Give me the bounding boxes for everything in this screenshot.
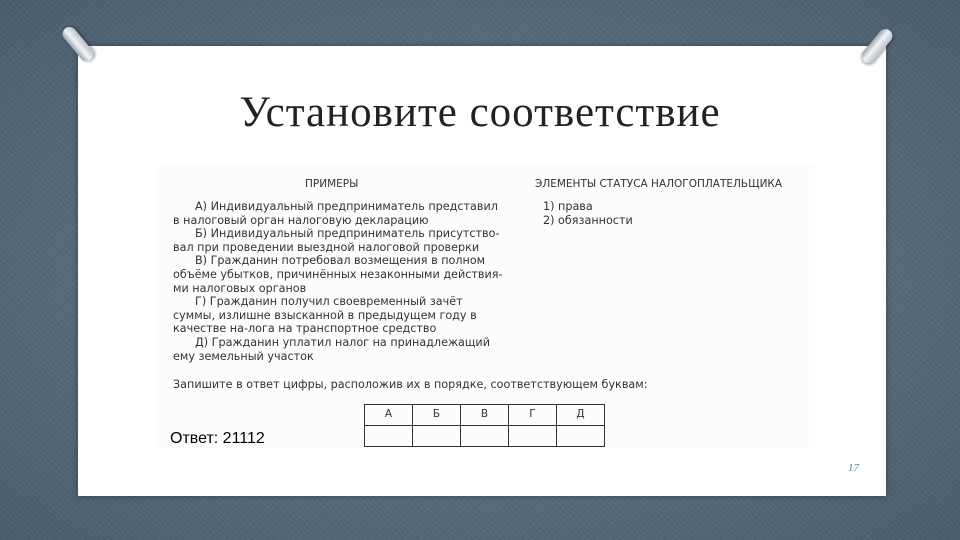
example-v: В) Гражданин потребовал возмещения в полном объёме убытков, причинённых незаконными действия-ми налоговых органов <box>173 254 503 295</box>
task-scan <box>157 164 815 448</box>
element-2: 2) обязанности <box>543 213 633 227</box>
element-1: 1) права <box>543 200 593 213</box>
letter-cell: Б <box>413 405 461 426</box>
answer-table-header-row <box>365 405 605 426</box>
letter-cell: А <box>365 405 413 426</box>
answer-cell <box>413 426 461 447</box>
examples-header: ПРИМЕРЫ <box>305 178 359 190</box>
example-a: А) Индивидуальный предприниматель представил в налоговый орган налоговую декларацию <box>173 200 498 227</box>
answer-text: Ответ: 21112 <box>170 430 265 447</box>
answer-table-empty-row <box>365 426 605 447</box>
letter-cell: В <box>461 405 509 426</box>
letter-cell: Д <box>557 405 605 426</box>
elements-list <box>543 200 633 227</box>
letter-cell: Г <box>509 405 557 426</box>
example-d: Д) Гражданин уплатил налог на принадлежащий ему земельный участок <box>173 335 490 363</box>
example-g: Г) Гражданин получил своевременный зачёт суммы, излишне взысканной в предыдущем году в качестве на-лога на транспортное средство <box>173 295 477 336</box>
elements-header: ЭЛЕМЕНТЫ СТАТУСА НАЛОГОПЛАТЕЛЬЩИКА <box>535 178 783 190</box>
answer-cell <box>509 426 557 447</box>
answer-table <box>364 404 605 447</box>
answer-cell <box>365 426 413 447</box>
instruction-text: Запишите в ответ цифры, расположив их в порядке, соответствующем буквам: <box>173 378 648 391</box>
slide-number: 17 <box>848 462 859 474</box>
example-b: Б) Индивидуальный предприниматель присутство-вал при проведении выездной налоговой проверки <box>173 227 500 254</box>
examples-list <box>173 200 503 363</box>
slide-title: Установите соответствие <box>239 89 721 136</box>
answer-cell <box>557 426 605 447</box>
answer-cell <box>461 426 509 447</box>
